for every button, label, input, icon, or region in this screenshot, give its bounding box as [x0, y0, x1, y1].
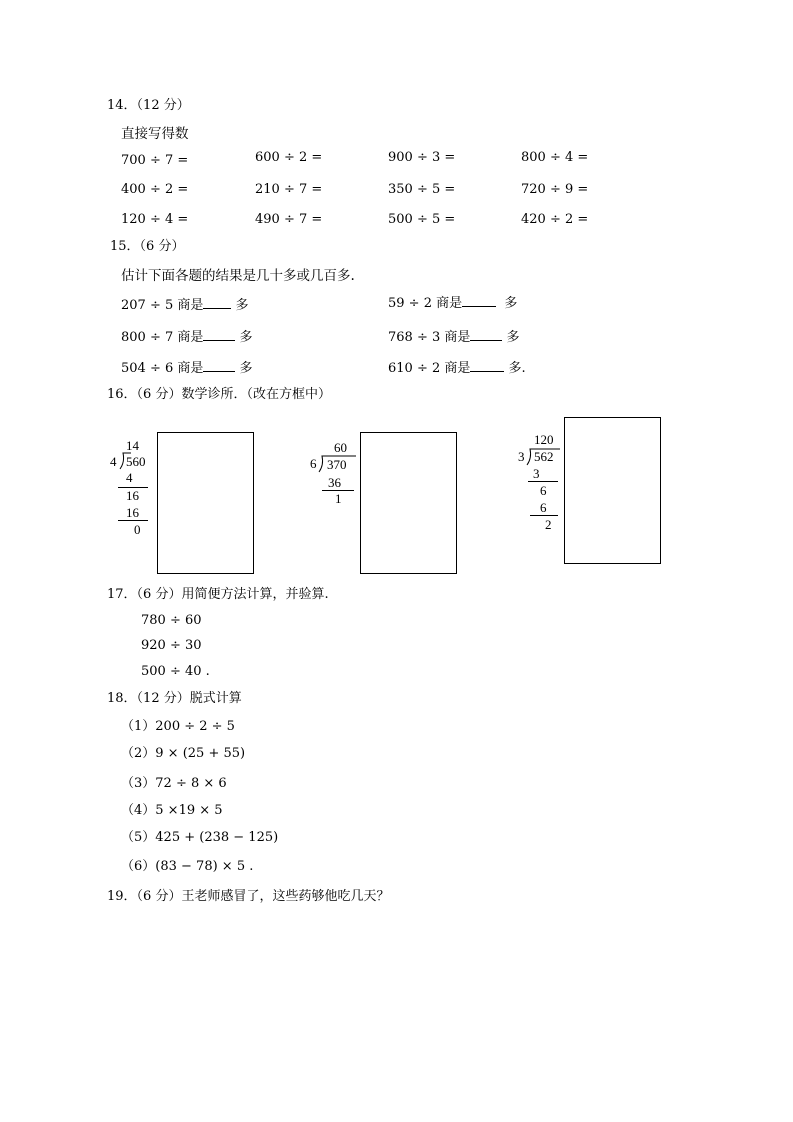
q18-title: 18．（12 分）脱式计算	[107, 691, 242, 706]
q14-item: 120 ÷ 4 =	[121, 212, 189, 227]
step-line: 2	[545, 517, 552, 532]
step-line: 6	[540, 500, 547, 515]
step-line: 16	[126, 505, 139, 520]
q14-item: 800 ÷ 4 =	[521, 150, 589, 165]
quotient: 60	[334, 440, 347, 455]
q14-instruction: 直接写得数	[121, 126, 189, 142]
q14-item: 420 ÷ 2 =	[521, 212, 589, 227]
step-line: 16	[126, 488, 139, 503]
item-number: （5）	[121, 830, 156, 845]
q15-expr: 768 ÷ 3 商是	[388, 330, 471, 345]
step-line: 1	[335, 491, 342, 506]
step-line: 0	[134, 522, 141, 537]
step-rule	[530, 515, 558, 516]
q15-suffix: 多	[235, 298, 249, 313]
q15-expr: 504 ÷ 6 商是	[121, 361, 204, 376]
q17-item: 780 ÷ 60	[141, 613, 202, 628]
step-rule	[118, 520, 148, 521]
q15-item	[121, 359, 253, 377]
answer-blank[interactable]	[203, 359, 235, 372]
q15-item	[388, 328, 520, 346]
q17-title: 17．（6 分）用简便方法计算，并验算.	[107, 587, 329, 602]
divisor: 4	[110, 454, 117, 469]
step-line: 3	[533, 466, 540, 481]
q17-item: 920 ÷ 30	[141, 638, 202, 653]
correction-box-3[interactable]	[564, 417, 661, 564]
q15-item	[121, 296, 249, 314]
step-line: 36	[328, 475, 341, 490]
answer-blank[interactable]	[470, 328, 502, 341]
quotient: 14	[126, 438, 139, 453]
q14-item: 350 ÷ 5 =	[388, 182, 456, 197]
q15-title: 15．（6 分）	[110, 239, 185, 254]
q15-expr: 59 ÷ 2 商是	[388, 296, 463, 311]
q15-expr: 800 ÷ 7 商是	[121, 330, 204, 345]
item-number: （6）	[121, 859, 156, 874]
q14-item: 400 ÷ 2 =	[121, 182, 189, 197]
step-line: 4	[126, 470, 133, 485]
step-rule	[528, 481, 558, 482]
q14-item: 500 ÷ 5 =	[388, 212, 456, 227]
q14-item: 720 ÷ 9 =	[521, 182, 589, 197]
step-line: 6	[540, 483, 547, 498]
q15-item	[388, 294, 517, 312]
correction-box-2[interactable]	[360, 432, 457, 574]
item-number: （2）	[121, 746, 156, 761]
q15-instruction: 估计下面各题的结果是几十多或几百多.	[121, 268, 355, 284]
q18-item	[121, 719, 235, 735]
item-expression: 9 × (25 + 55)	[155, 746, 246, 761]
q18-item	[121, 776, 227, 792]
q18-item	[121, 830, 278, 846]
correction-box-1[interactable]	[157, 432, 254, 574]
q14-item: 490 ÷ 7 =	[255, 212, 323, 227]
q14-item: 210 ÷ 7 =	[255, 182, 323, 197]
item-number: （1）	[121, 719, 156, 734]
item-expression: (83 − 78) × 5 .	[155, 859, 254, 874]
answer-blank[interactable]	[470, 359, 504, 372]
answer-blank[interactable]	[462, 294, 496, 307]
divisor: 6	[310, 456, 317, 471]
quotient: 120	[534, 432, 554, 447]
item-expression: 72 ÷ 8 × 6	[155, 776, 227, 791]
q15-suffix: 多.	[508, 361, 526, 376]
q14-item: 700 ÷ 7 =	[121, 153, 189, 168]
q18-item	[121, 746, 245, 762]
q15-suffix: 多	[506, 330, 520, 345]
item-expression: 5 ×19 × 5	[155, 803, 223, 818]
q15-suffix: 多	[239, 361, 253, 376]
q16-title: 16．（6 分）数学诊所．（改在方框中）	[107, 387, 331, 402]
item-number: （3）	[121, 776, 156, 791]
dividend: 370	[327, 457, 347, 472]
q14-title: 14．（12 分）	[107, 98, 190, 113]
dividend: 560	[126, 454, 146, 469]
item-expression: 425 + (238 − 125)	[155, 830, 279, 845]
q18-item	[121, 859, 253, 875]
q14-item: 600 ÷ 2 =	[255, 150, 323, 165]
q17-item: 500 ÷ 40 .	[141, 664, 210, 679]
divisor: 3	[518, 449, 525, 464]
item-expression: 200 ÷ 2 ÷ 5	[155, 719, 235, 734]
q15-suffix: 多	[504, 296, 518, 311]
q15-expr: 610 ÷ 2 商是	[388, 361, 471, 376]
q15-item	[121, 328, 253, 346]
answer-blank[interactable]	[203, 328, 235, 341]
item-number: （4）	[121, 803, 156, 818]
q15-item	[388, 359, 526, 377]
dividend: 562	[534, 449, 554, 464]
answer-blank[interactable]	[203, 296, 231, 309]
q15-suffix: 多	[239, 330, 253, 345]
q18-item	[121, 803, 223, 819]
q14-item: 900 ÷ 3 =	[388, 150, 456, 165]
q15-expr: 207 ÷ 5 商是	[121, 298, 204, 313]
q19-title: 19．（6 分）王老师感冒了，这些药够他吃几天？	[107, 889, 390, 904]
